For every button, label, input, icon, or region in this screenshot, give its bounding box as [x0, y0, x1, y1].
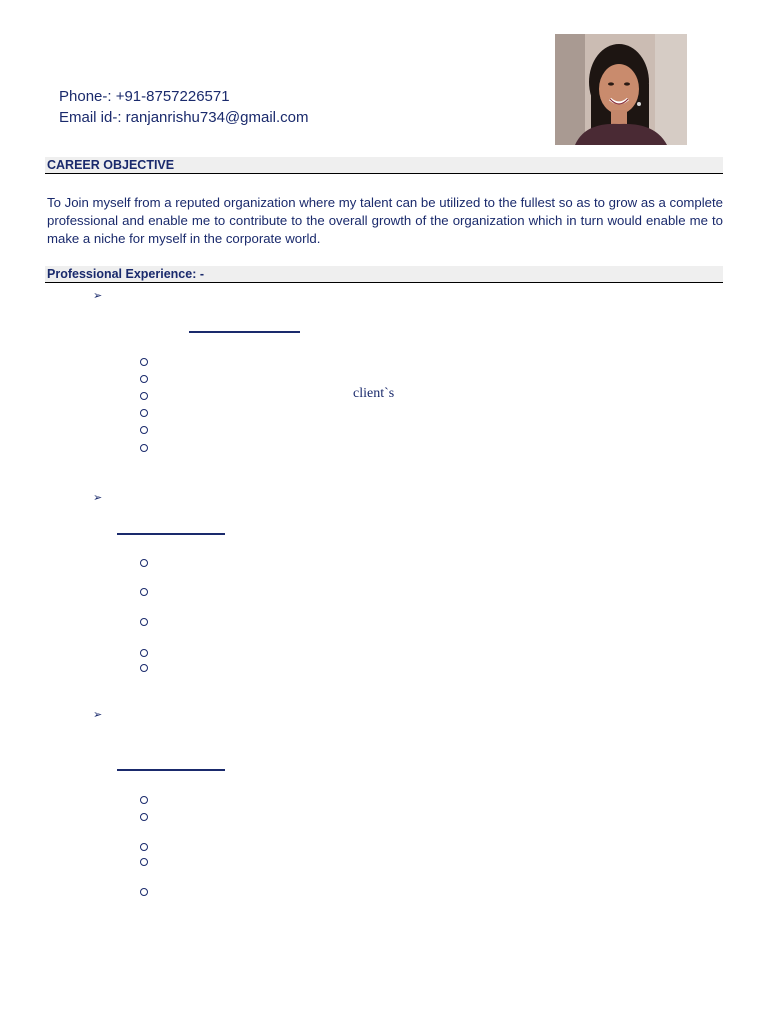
circle-bullet-icon	[140, 444, 148, 452]
circle-bullet-icon	[140, 664, 148, 672]
underline-rule	[117, 769, 225, 771]
phone-text: Phone-: +91-8757226571	[59, 88, 230, 105]
career-objective-text: To Join myself from a reputed organization where my talent can be utilized to the fullest so as to grow as a complete professional and enable me to contribute to the overall growth of the organization which in turn would enable me to make a niche for myself in the corporate world.	[47, 195, 723, 246]
arrow-bullet-icon: ➢	[93, 492, 103, 504]
clients-text: client`s	[353, 386, 395, 401]
circle-bullet-icon	[140, 392, 148, 400]
career-objective-heading: CAREER OBJECTIVE	[45, 157, 723, 174]
email-text: Email id-: ranjanrishu734@gmail.com	[59, 109, 309, 126]
circle-bullet-icon	[140, 649, 148, 657]
circle-bullet-icon	[140, 858, 148, 866]
circle-bullet-icon	[140, 813, 148, 821]
circle-bullet-icon	[140, 618, 148, 626]
circle-bullet-icon	[140, 559, 148, 567]
circle-bullet-icon	[140, 888, 148, 896]
circle-bullet-icon	[140, 426, 148, 434]
underline-rule	[189, 331, 300, 333]
circle-bullet-icon	[140, 796, 148, 804]
contact-block	[59, 86, 309, 128]
circle-bullet-icon	[140, 409, 148, 417]
arrow-bullet-icon: ➢	[93, 709, 103, 721]
arrow-bullet-icon: ➢	[93, 290, 103, 302]
circle-bullet-icon	[140, 588, 148, 596]
profile-photo	[555, 34, 687, 145]
professional-experience-heading: Professional Experience: -	[45, 266, 723, 283]
circle-bullet-icon	[140, 358, 148, 366]
circle-bullet-icon	[140, 375, 148, 383]
circle-bullet-icon	[140, 843, 148, 851]
underline-rule	[117, 533, 225, 535]
